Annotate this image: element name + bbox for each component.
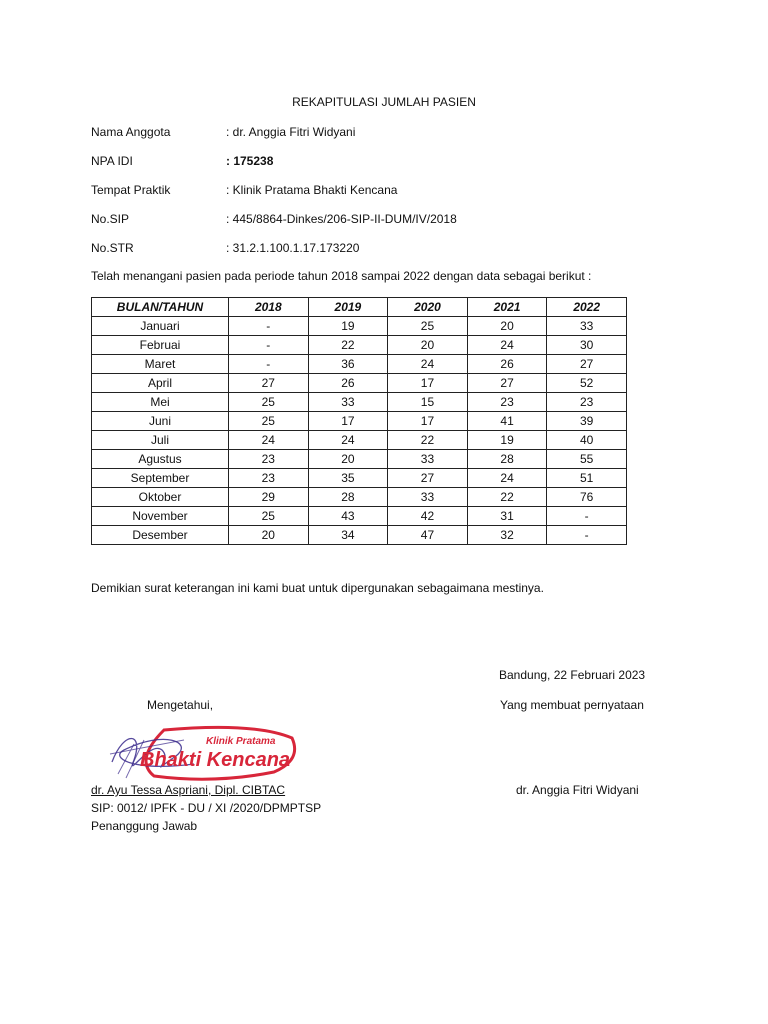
count-cell: 40 — [547, 431, 627, 450]
month-cell: November — [92, 507, 229, 526]
count-cell: 33 — [388, 450, 468, 469]
count-cell: 35 — [308, 469, 388, 488]
count-cell: 20 — [308, 450, 388, 469]
count-cell: 23 — [229, 469, 309, 488]
count-cell: 24 — [467, 336, 547, 355]
count-cell: 24 — [388, 355, 468, 374]
count-cell: 76 — [547, 488, 627, 507]
field-label-npa-idi: NPA IDI — [91, 154, 133, 168]
count-cell: 24 — [467, 469, 547, 488]
field-value-nama-anggota: : dr. Anggia Fitri Widyani — [226, 125, 356, 139]
left-sign-role: Penanggung Jawab — [91, 819, 198, 833]
count-cell: 27 — [547, 355, 627, 374]
table-row — [92, 431, 627, 450]
column-header: 2021 — [467, 298, 547, 317]
month-cell: Februai — [92, 336, 229, 355]
field-value-no-str: : 31.2.1.100.1.17.173220 — [226, 241, 360, 255]
column-header: 2018 — [229, 298, 309, 317]
month-cell: Agustus — [92, 450, 229, 469]
count-cell: 33 — [547, 317, 627, 336]
field-label-tempat-praktik: Tempat Praktik — [91, 183, 171, 197]
count-cell: - — [229, 355, 309, 374]
count-cell: - — [229, 336, 309, 355]
count-cell: 55 — [547, 450, 627, 469]
count-cell: 15 — [388, 393, 468, 412]
month-cell: Juli — [92, 431, 229, 450]
table-row — [92, 526, 627, 545]
count-cell: 19 — [467, 431, 547, 450]
table-row — [92, 393, 627, 412]
count-cell: 24 — [229, 431, 309, 450]
count-cell: 17 — [388, 412, 468, 431]
field-value-npa-idi: : 175238 — [226, 154, 274, 168]
clinic-stamp — [104, 720, 304, 788]
field-value-tempat-praktik: : Klinik Pratama Bhakti Kencana — [226, 183, 398, 197]
field-value-no-sip: : 445/8864-Dinkes/206-SIP-II-DUM/IV/2018 — [226, 212, 457, 226]
table-row — [92, 450, 627, 469]
intro-text: Telah menangani pasien pada periode tahun 2018 sampai 2022 dengan data sebagai berikut : — [91, 269, 592, 283]
month-cell: Maret — [92, 355, 229, 374]
month-cell: Oktober — [92, 488, 229, 507]
count-cell: 20 — [229, 526, 309, 545]
count-cell: 28 — [308, 488, 388, 507]
table-row — [92, 469, 627, 488]
right-sign-name: dr. Anggia Fitri Widyani — [516, 783, 639, 797]
table-row — [92, 355, 627, 374]
count-cell: 43 — [308, 507, 388, 526]
table-row — [92, 336, 627, 355]
count-cell: 33 — [388, 488, 468, 507]
month-cell: Januari — [92, 317, 229, 336]
count-cell: 32 — [467, 526, 547, 545]
left-sign-heading: Mengetahui, — [147, 698, 214, 712]
count-cell: 17 — [388, 374, 468, 393]
table-row — [92, 374, 627, 393]
patient-recap-table — [91, 297, 627, 545]
month-cell: Juni — [92, 412, 229, 431]
count-cell: 26 — [308, 374, 388, 393]
count-cell: 25 — [229, 507, 309, 526]
field-label-nama-anggota: Nama Anggota — [91, 125, 171, 139]
count-cell: 34 — [308, 526, 388, 545]
right-sign-heading: Yang membuat pernyataan — [500, 698, 644, 712]
column-header: 2022 — [547, 298, 627, 317]
count-cell: 42 — [388, 507, 468, 526]
month-cell: September — [92, 469, 229, 488]
count-cell: - — [229, 317, 309, 336]
count-cell: 24 — [308, 431, 388, 450]
table-header-row — [92, 298, 627, 317]
column-header: BULAN/TAHUN — [92, 298, 229, 317]
count-cell: 19 — [308, 317, 388, 336]
count-cell: 25 — [229, 393, 309, 412]
count-cell: 51 — [547, 469, 627, 488]
month-cell: Desember — [92, 526, 229, 545]
count-cell: 22 — [388, 431, 468, 450]
count-cell: 23 — [229, 450, 309, 469]
closing-text: Demikian surat keterangan ini kami buat untuk dipergunakan sebagaimana mestinya. — [91, 581, 544, 595]
count-cell: 30 — [547, 336, 627, 355]
count-cell: 29 — [229, 488, 309, 507]
count-cell: 22 — [467, 488, 547, 507]
column-header: 2020 — [388, 298, 468, 317]
count-cell: 25 — [388, 317, 468, 336]
count-cell: - — [547, 507, 627, 526]
count-cell: 31 — [467, 507, 547, 526]
count-cell: 28 — [467, 450, 547, 469]
count-cell: 27 — [467, 374, 547, 393]
count-cell: 20 — [467, 317, 547, 336]
table-row — [92, 507, 627, 526]
stamp-line-2: Bhakti Kencana — [140, 749, 291, 771]
count-cell: 33 — [308, 393, 388, 412]
count-cell: 27 — [229, 374, 309, 393]
left-sign-name: dr. Ayu Tessa Aspriani, Dipl. CIBTAC — [91, 783, 286, 797]
count-cell: 36 — [308, 355, 388, 374]
count-cell: 47 — [388, 526, 468, 545]
count-cell: 39 — [547, 412, 627, 431]
count-cell: 41 — [467, 412, 547, 431]
table-row — [92, 488, 627, 507]
count-cell: 27 — [388, 469, 468, 488]
left-sign-sip: SIP: 0012/ IPFK - DU / XI /2020/DPMPTSP — [91, 801, 322, 815]
count-cell: 23 — [547, 393, 627, 412]
field-label-no-str: No.STR — [91, 241, 134, 255]
table-row — [92, 412, 627, 431]
column-header: 2019 — [308, 298, 388, 317]
count-cell: 17 — [308, 412, 388, 431]
month-cell: Mei — [92, 393, 229, 412]
count-cell: 52 — [547, 374, 627, 393]
field-label-no-sip: No.SIP — [91, 212, 130, 226]
count-cell: 25 — [229, 412, 309, 431]
stamp-line-1: Klinik Pratama — [206, 736, 276, 747]
clinic-stamp-graphic — [104, 720, 304, 788]
table-row — [92, 317, 627, 336]
count-cell: 22 — [308, 336, 388, 355]
count-cell: 20 — [388, 336, 468, 355]
count-cell: 23 — [467, 393, 547, 412]
document-title: REKAPITULASI JUMLAH PASIEN — [292, 95, 476, 109]
place-date: Bandung, 22 Februari 2023 — [499, 668, 646, 682]
count-cell: - — [547, 526, 627, 545]
count-cell: 26 — [467, 355, 547, 374]
month-cell: April — [92, 374, 229, 393]
table-body — [92, 317, 627, 545]
